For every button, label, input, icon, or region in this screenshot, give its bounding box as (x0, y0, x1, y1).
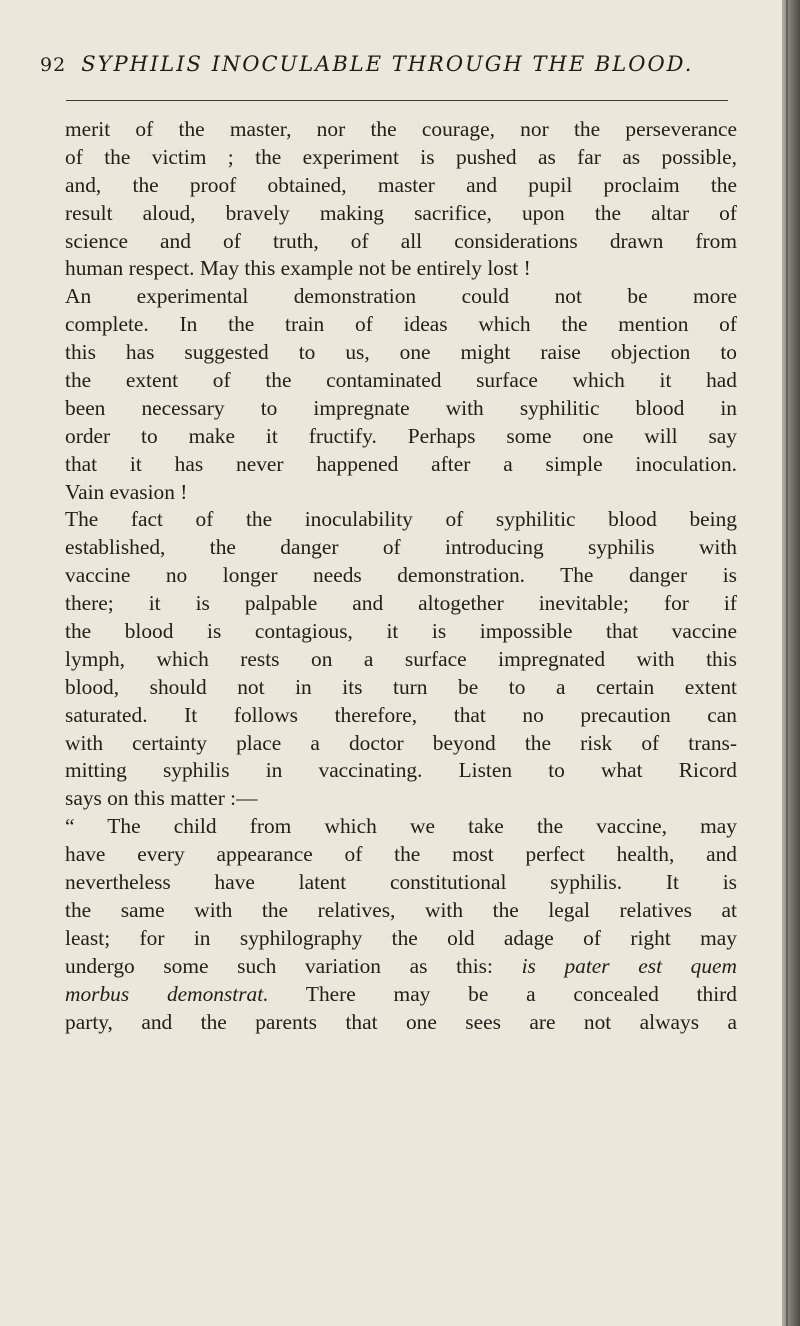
running-head: SYPHILIS INOCULABLE THROUGH THE BLOOD. (81, 52, 694, 76)
text-line: complete. In the train of ideas which the mention of (65, 312, 737, 337)
text-line: human respect. May this example not be entirely lost ! (65, 256, 531, 281)
text-line: Vain evasion ! (65, 479, 188, 504)
body-text (65, 116, 737, 1036)
text-line: the extent of the contaminated surface which it had (65, 368, 737, 393)
text-line: least; for in syphilography the old adage of right may (65, 925, 737, 950)
text-line: nevertheless have latent constitutional syphilis. It is (65, 870, 737, 895)
text-line: this has suggested to us, one might raise objection to (65, 340, 737, 365)
text-line: saturated. It follows therefore, that no precaution can (65, 702, 737, 727)
text-line: that it has never happened after a simple inoculation. (65, 451, 737, 476)
page-number: 92 (40, 54, 67, 76)
text-line: The fact of the inoculability of syphilitic blood being (65, 507, 737, 532)
text-line: there; it is palpable and altogether inevitable; for if (65, 591, 737, 616)
text-line: blood, should not in its turn be to a certain extent (65, 674, 737, 699)
text-line (65, 953, 737, 981)
text-fragment: There may be a concealed third (305, 981, 737, 1006)
text-line: “ The child from which we take the vaccine, may (65, 814, 737, 839)
text-line: established, the danger of introducing syphilis with (65, 535, 737, 560)
text-line: merit of the master, nor the courage, nor the perseverance (65, 117, 737, 141)
text-line (65, 981, 737, 1009)
latin-phrase: is pater est quem (521, 953, 737, 978)
book-edge (782, 0, 800, 1326)
text-line: science and of truth, of all considerations drawn from (65, 228, 737, 253)
text-fragment: undergo some such variation as this: (65, 953, 493, 978)
text-line: of the victim ; the experiment is pushed as far as possible, (65, 144, 737, 169)
latin-phrase: morbus demonstrat. (65, 981, 269, 1006)
header-rule (66, 100, 728, 101)
text-line: the same with the relatives, with the legal relatives at (65, 897, 737, 922)
book-edge-line (786, 0, 788, 1326)
text-line: An experimental demonstration could not be more (65, 284, 737, 309)
text-line: the blood is contagious, it is impossible that vaccine (65, 619, 737, 644)
text-line: party, and the parents that one sees are not always a (65, 1009, 737, 1034)
text-line: been necessary to impregnate with syphilitic blood in (65, 395, 737, 420)
text-line: and, the proof obtained, master and pupil proclaim the (65, 172, 737, 197)
text-line: vaccine no longer needs demonstration. The danger is (65, 563, 737, 588)
text-line: with certainty place a doctor beyond the risk of trans- (65, 730, 737, 755)
text-line: have every appearance of the most perfect health, and (65, 842, 737, 867)
text-line: result aloud, bravely making sacrifice, upon the altar of (65, 200, 737, 225)
text-line: order to make it fructify. Perhaps some one will say (65, 423, 737, 448)
text-line: mitting syphilis in vaccinating. Listen to what Ricord (65, 758, 737, 783)
text-line: lymph, which rests on a surface impregnated with this (65, 646, 737, 671)
page-header (40, 52, 740, 84)
text-line: says on this matter :— (65, 786, 258, 811)
